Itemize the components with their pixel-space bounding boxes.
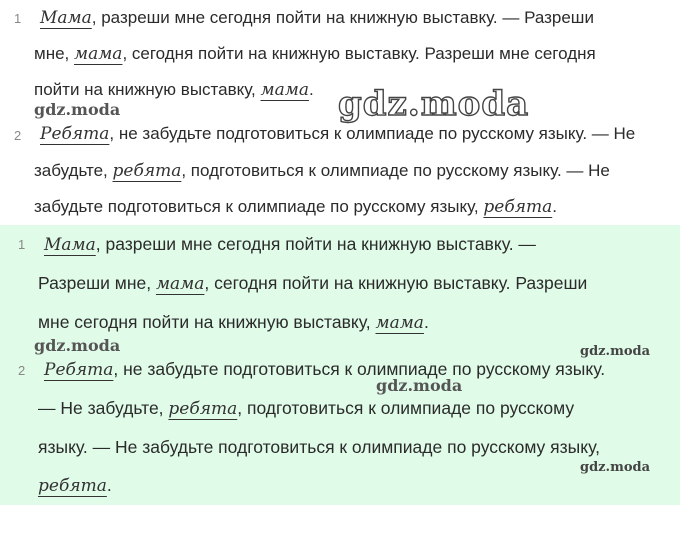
text-line [34, 161, 610, 181]
text-line [40, 124, 635, 144]
text-line [34, 197, 557, 217]
address-word: мама [73, 44, 123, 64]
line-text: , сегодня пойти на книжную выставку. Разреши мне сегодня [122, 44, 596, 63]
watermark: gdz.moda [580, 460, 651, 475]
line-text: пойти на книжную выставку, [34, 80, 261, 99]
watermark: gdz.moda [34, 336, 121, 355]
line-text: , подготовиться к олимпиаде по русскому [237, 398, 575, 418]
address-word: мама [155, 274, 205, 294]
answer-block-highlighted [0, 225, 680, 505]
address-word: ребята [38, 476, 107, 496]
line-text: — Не забудьте, [38, 398, 169, 418]
line-text: забудьте, [34, 161, 113, 180]
address-word: Ребята [40, 124, 110, 144]
text-line [40, 8, 594, 28]
line-text: , не забудьте подготовиться к олимпиаде по русскому языку. — Не [109, 124, 636, 143]
item-number: 2 [14, 128, 22, 143]
line-text: . [106, 475, 112, 495]
line-text: , разреши мне сегодня пойти на книжную выставку. — [95, 234, 536, 254]
text-line [38, 398, 574, 419]
text-line [44, 234, 536, 255]
text-line [34, 44, 596, 64]
text-line [44, 359, 605, 380]
watermark: gdz.moda [580, 344, 651, 359]
line-text: мне, [34, 44, 74, 63]
address-word: Ребята [44, 360, 114, 380]
line-text: языку. — Не забудьте подготовиться к олимпиаде по русскому языку, [38, 437, 600, 457]
item-number: 1 [18, 237, 26, 252]
item-number: 2 [18, 363, 26, 378]
text-line [38, 437, 600, 458]
text-line [38, 273, 587, 294]
address-word: ребята [483, 197, 553, 217]
watermark: gdz.moda [376, 376, 463, 395]
address-word: Мама [40, 8, 92, 28]
line-text: , не забудьте подготовиться к олимпиаде по русскому языку. [113, 359, 606, 379]
line-text: , подготовиться к олимпиаде по русскому языку. — Не [181, 161, 610, 180]
address-word: мама [375, 313, 424, 333]
line-text: , разреши мне сегодня пойти на книжную выставку. — Разреши [91, 8, 594, 27]
line-text: . [308, 80, 314, 99]
line-text: Разреши мне, [38, 273, 156, 293]
watermark-large: gdz.moda [338, 84, 530, 124]
line-text: . [552, 197, 557, 216]
item-number: 1 [14, 11, 22, 26]
address-word: ребята [168, 399, 238, 419]
address-word: ребята [112, 161, 182, 181]
watermark: gdz.moda [34, 100, 121, 119]
text-line [38, 475, 112, 496]
text-line [34, 80, 314, 100]
address-word: Мама [44, 235, 96, 255]
text-line [38, 312, 429, 333]
address-word: мама [260, 80, 309, 100]
line-text: мне сегодня пойти на книжную выставку, [38, 312, 376, 332]
line-text: , сегодня пойти на книжную выставку. Разреши [204, 273, 588, 293]
line-text: забудьте подготовиться к олимпиаде по русскому языку, [34, 197, 484, 216]
line-text: . [423, 312, 429, 332]
